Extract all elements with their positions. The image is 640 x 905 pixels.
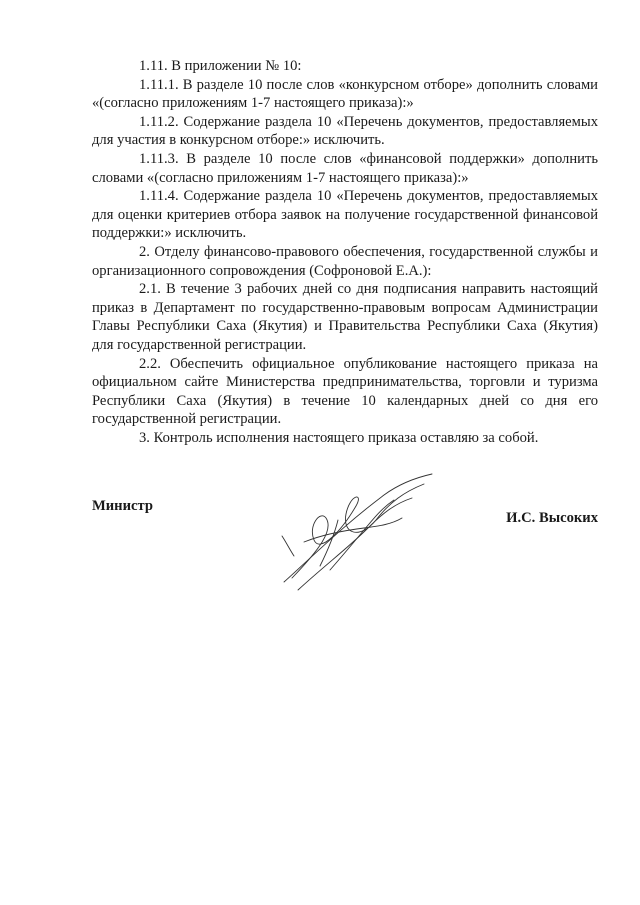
clause-3: 3. Контроль исполнения настоящего приказа оставляю за собой.	[139, 429, 539, 446]
clause-1-11-1: 1.11.1. В разделе 10 после слов «конкурсном отборе» дополнить словами «(согласно приложениям 1-7 настоящего приказа):»	[92, 76, 598, 112]
handwritten-signature	[264, 470, 464, 600]
clause-2: 2. Отделу финансово-правового обеспечения, государственной службы и организационного сопровождения (Софроновой Е.А.):	[92, 243, 598, 279]
clause-1-11-3: 1.11.3. В разделе 10 после слов «финансовой поддержки» дополнить словами «(согласно приложениям 1-7 настоящего приказа):»	[92, 150, 598, 186]
clause-2-2: 2.2. Обеспечить официальное опубликование настоящего приказа на официальном сайте Министерства предпринимательства, торговли и туризма Республики Саха (Якутия) в течение 10 календарных дней со дня его государственной регистрации.	[92, 355, 598, 428]
signature-block	[92, 498, 598, 618]
signatory-title: Министр	[92, 498, 153, 514]
document-body	[92, 57, 598, 447]
clause-1-11-2: 1.11.2. Содержание раздела 10 «Перечень документов, предоставляемых для участия в конкурсном отборе:» исключить.	[92, 113, 598, 149]
clause-1-11-4: 1.11.4. Содержание раздела 10 «Перечень документов, предоставляемых для оценки критериев отбора заявок на получение государственной финансовой поддержки:» исключить.	[92, 188, 598, 242]
clause-1-11: 1.11. В приложении № 10:	[139, 58, 302, 74]
clause-2-1: 2.1. В течение 3 рабочих дней со дня подписания направить настоящий приказ в Департамент по государственно-правовым вопросам Администрации Главы Республики Саха (Якутия) и Правительства Республики Саха (Якутия) для государственной регистрации.	[92, 281, 598, 353]
signatory-name: И.С. Высоких	[506, 510, 598, 526]
